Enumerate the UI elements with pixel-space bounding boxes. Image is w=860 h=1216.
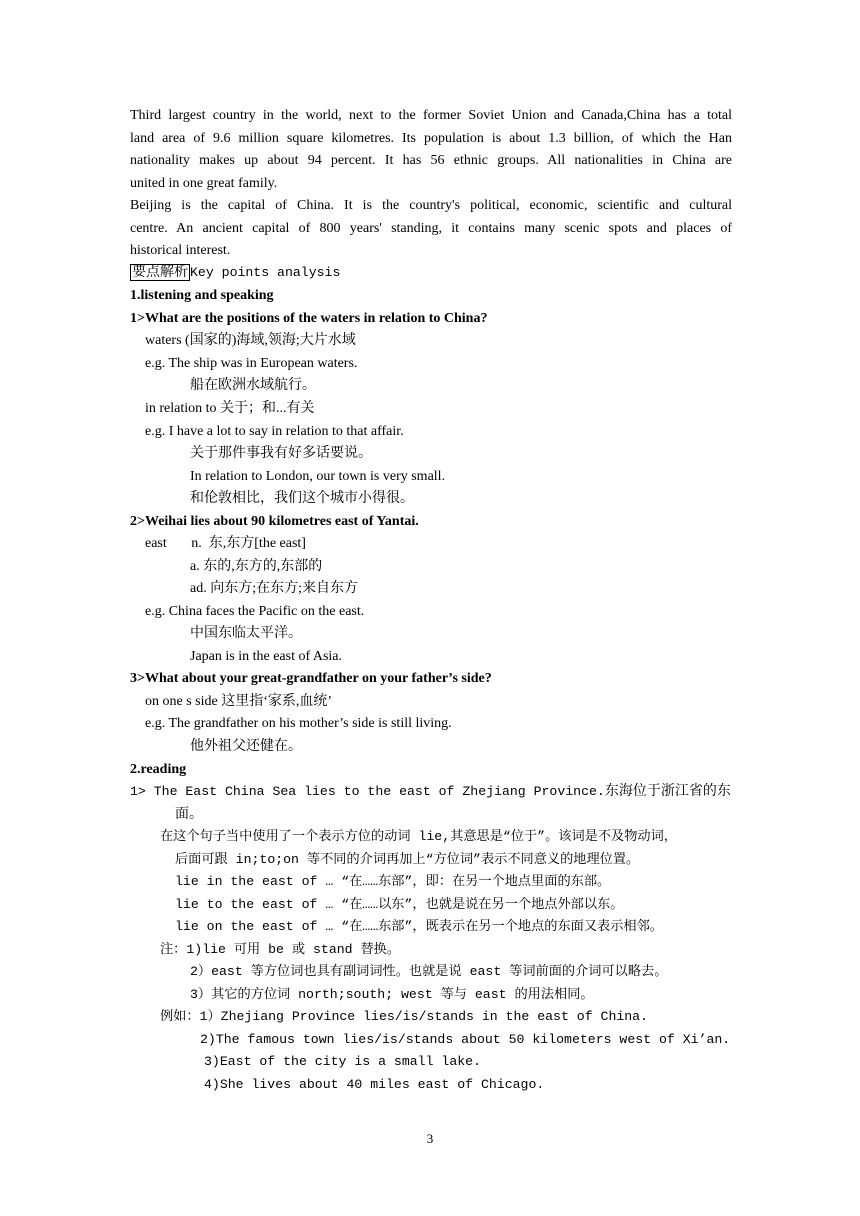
- q1-title: 1>What are the positions of the waters in relation to China?: [130, 311, 488, 326]
- q1-line: 和伦敦相比，我们这个城市小得很。: [190, 491, 414, 506]
- reading-line: 在这个句子当中使用了一个表示方位的动词 lie,其意思是“位于”。该词是不及物动词，: [160, 829, 677, 844]
- q1-line: 船在欧洲水域航行。: [190, 378, 316, 393]
- reading-line: 例如：1）Zhejiang Province lies/is/stands in the east of China.: [160, 1009, 649, 1024]
- intro-p1-line1: Third largest country in the world, next to the former Soviet Union and Canada,China has a total: [130, 108, 732, 123]
- reading-line: 2)The famous town lies/is/stands about 50 kilometers west of Xi’an.: [200, 1032, 731, 1047]
- reading-line: 后面可跟 in;to;on 等不同的介词再加上“方位词”表示不同意义的地理位置。: [175, 852, 640, 867]
- reading-line: 注：1)lie 可用 be 或 stand 替换。: [160, 942, 401, 957]
- q1-line: 关于那件事我有好多话要说。: [190, 446, 372, 461]
- section2-heading: 2.reading: [130, 762, 187, 777]
- q2-line: e.g. China faces the Pacific on the east.: [145, 604, 365, 619]
- reading-line: 2）east 等方位词也具有副词词性。也就是说 east 等词前面的介词可以略去。: [190, 964, 668, 979]
- page-number: 3: [426, 1131, 434, 1146]
- intro-p1-line4: united in one great family.: [130, 176, 278, 191]
- q1-line: In relation to London, our town is very small.: [190, 469, 446, 484]
- q1-line: e.g. The ship was in European waters.: [145, 356, 358, 371]
- reading-item1-sentence: 1> The East China Sea lies to the east of Zhejiang Province.: [130, 784, 605, 799]
- key-points-label: Key points analysis: [190, 265, 341, 280]
- reading-line: 3）其它的方位词 north;south; west 等与 east 的用法相同。: [190, 987, 594, 1002]
- key-points-box-label: 要点解析: [132, 265, 188, 280]
- intro-p1-line3: nationality makes up about 94 percent. It has 56 ethnic groups. All nationalities in China are: [130, 153, 732, 168]
- q1-line: in relation to 关于；和...有关: [145, 401, 315, 416]
- q2-line: ad. 向东方;在东方;来自东方: [190, 581, 358, 596]
- reading-line: lie on the east of … “在……东部”，既表示在另一个地点的东面又表示相邻。: [175, 919, 663, 934]
- reading-line: lie in the east of … “在……东部”，即：在另一个地点里面的东部。: [175, 874, 611, 889]
- reading-line: 3)East of the city is a small lake.: [204, 1054, 481, 1069]
- intro-p2-line2: centre. An ancient capital of 800 years' standing, it contains many scenic spots and places of: [130, 221, 732, 236]
- intro-p2-line1: Beijing is the capital of China. It is the country's political, economic, scientific and cultural: [130, 198, 732, 213]
- reading-item1-cont: 面。: [175, 807, 203, 822]
- section1-heading: 1.listening and speaking: [130, 288, 274, 303]
- q2-line: 中国东临太平洋。: [190, 626, 302, 641]
- reading-line: 4)She lives about 40 miles east of Chicago.: [204, 1077, 545, 1092]
- reading-item1-translation: 东海位于浙江省的东: [604, 784, 731, 799]
- q3-title: 3>What about your great-grandfather on your father’s side?: [130, 671, 492, 686]
- reading-item1: [130, 783, 731, 801]
- reading-line: lie to the east of … “在……以东”，也就是说在另一个地点外部以东。: [175, 897, 624, 912]
- q1-line: e.g. I have a lot to say in relation to that affair.: [145, 424, 404, 439]
- q2-line: east n. 东,东方[the east]: [145, 536, 306, 551]
- q3-line: on one s side 这里指‘家系,血统’: [145, 694, 333, 709]
- key-points-heading: [130, 264, 340, 282]
- q3-line: e.g. The grandfather on his mother’s side is still living.: [145, 716, 452, 731]
- q3-line: 他外祖父还健在。: [190, 739, 302, 754]
- q2-line: Japan is in the east of Asia.: [190, 649, 343, 664]
- intro-p2-line3: historical interest.: [130, 243, 231, 258]
- q1-line: waters (国家的)海域,领海;大片水域: [145, 333, 356, 348]
- intro-p1-line2: land area of 9.6 million square kilometres. Its population is about 1.3 billion, of which the Han: [130, 131, 732, 146]
- q2-line: a. 东的,东方的,东部的: [190, 559, 323, 574]
- q2-title: 2>Weihai lies about 90 kilometres east of Yantai.: [130, 514, 419, 529]
